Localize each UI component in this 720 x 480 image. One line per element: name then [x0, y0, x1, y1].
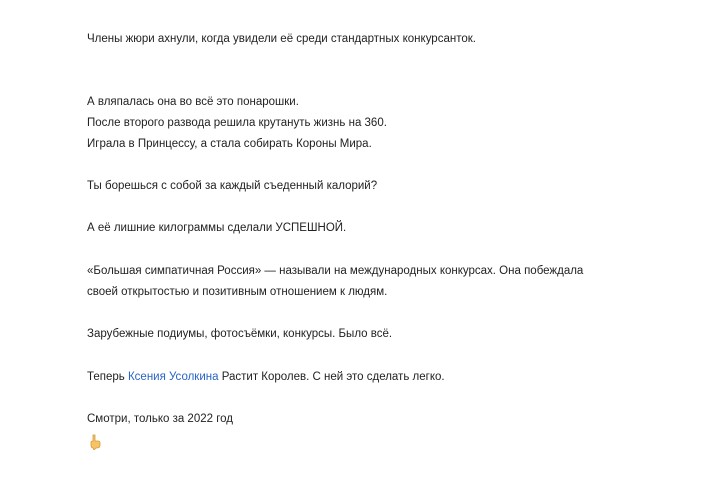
paragraph-text-before: Теперь	[87, 371, 128, 383]
paragraph-podiums	[87, 324, 392, 345]
paragraph-text: Смотри, только за 2022 год	[87, 413, 234, 425]
paragraph-text-after: Растит Королев. С ней это сделать легко.	[218, 371, 445, 383]
paragraph-line: После второго развода решила крутануть жизнь на 360.	[87, 117, 387, 129]
paragraph-text: А её лишние килограммы сделали УСПЕШНОЙ.	[87, 222, 347, 234]
paragraph-line: Играла в Принцессу, а стала собирать Короны Мира.	[87, 138, 372, 150]
paragraph-now	[87, 367, 445, 388]
paragraph-success	[87, 218, 346, 239]
paragraph-line: А вляпалась она во всё это понарошки.	[87, 96, 299, 108]
paragraph-line: «Большая симпатичная Россия» — называли на международных конкурсах. Она побеждала	[87, 265, 584, 277]
paragraph-line: своей открытостью и позитивным отношением к людям.	[87, 286, 388, 298]
paragraph-text: Зарубежные подиумы, фотосъёмки, конкурсы. Было всё.	[87, 328, 393, 340]
paragraph-text: Ты борешься с собой за каждый съеденный калорий?	[87, 180, 378, 192]
paragraph-jury	[87, 29, 476, 50]
paragraph-big-russia	[87, 261, 583, 303]
pointing-down-hand-icon	[88, 434, 102, 450]
profile-link[interactable]: Ксения Усолкина	[127, 371, 219, 383]
paragraph-text: Члены жюри ахнули, когда увидели её среди стандартных конкурсанток.	[87, 33, 476, 45]
paragraph-watch	[87, 409, 233, 430]
paragraph-question	[87, 176, 377, 197]
paragraph-story	[87, 92, 387, 155]
